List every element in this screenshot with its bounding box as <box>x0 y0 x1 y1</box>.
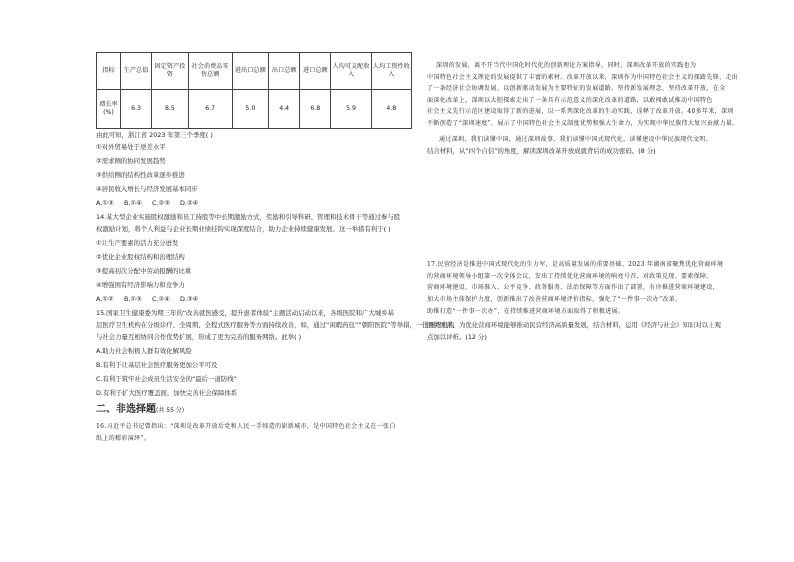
material-line: 中国特色社会主义理论的发展提供了丰富的素材。改革开放以来，深圳作为中国特色社会主义的探路先锋，走出 <box>427 73 739 81</box>
table-header-cell: 人均工资性收入 <box>371 53 411 90</box>
material-line: 通过深圳，我们读懂中国，通过深圳故事，我们读懂中国式现代化，读懂建设中华民族现代文明。 <box>439 135 713 143</box>
material-line: 不断创造了“深圳速度”，展示了中国特色社会主义制度优势和强大生命力，为实现中华民族伟大复兴贡献力量。 <box>427 119 739 127</box>
table-header-cell: 出口总额 <box>269 53 300 90</box>
table-header-cell: 进口总额 <box>300 53 331 90</box>
section-title: 二、非选择题 <box>96 404 156 415</box>
material-line: 了一条经济社会协调发展、以创新驱动发展为主要特征的发展道路。坚持新发展理念，坚持改革开放，在全 <box>427 85 726 93</box>
material-line: 社会主义先行示范区建设取得了新的进展，以一系列深化改革的生动实践，诠释了改革开放。40多年来，深圳 <box>427 108 734 116</box>
q14-item: ②优化企业股权结构和治理结构 <box>96 253 185 261</box>
q17-question-line: 点加以评析。(12 分) <box>427 333 487 342</box>
q17-material-line: 助推打造“一件事一次办”，在持续推进营商环境方面取得了积极进展。 <box>427 307 625 315</box>
q13-item: ④居民收入增长与经济发展基本同步 <box>96 185 198 193</box>
q14-stem-line: 权激励计划，将个人利益与企业长期业绩挂钩实现深度结合，助力企业持续健康发展。这一举措有利于( ) <box>96 225 391 233</box>
table-cell: 6.7 <box>188 90 232 129</box>
q14-stem-line: 14.某大型企业实施股权激励和员工持股等中长期激励方式，奖励和引导科研、管理和技术骨干等通过参与股 <box>96 213 401 221</box>
q17-material-line: 加大市场主体保护力度，创新推出了改善营商环境评价指标，强化了“一件事一次办”改革， <box>427 295 682 303</box>
q13-item: ②需求侧的协同发展趋势 <box>96 157 166 165</box>
q13-choices <box>96 199 412 207</box>
q15-choice: D.有利于扩大医疗覆盖面，加快完善社会保障体系 <box>96 389 238 397</box>
choice-d: D.②④ <box>180 199 199 207</box>
section-note: (共 55 分) <box>156 407 185 414</box>
table-cell: 6.8 <box>300 90 331 129</box>
table-cell: 6.3 <box>120 90 151 129</box>
table-header-row <box>97 53 412 90</box>
q14-choices <box>96 295 412 303</box>
table-header-cell: 进出口总额 <box>232 53 269 90</box>
q13-item: ①对外贸易处于逆差水平 <box>96 143 166 151</box>
choice-a: A.①② <box>96 295 114 303</box>
q15-stem-line: 15.国家卫生健康委为期三年的“改善就医感受，提升患者体验”主题活动启动以来，各级医院和广大城乡基 <box>96 309 394 317</box>
material-line: 深圳的发展，离不开当代中国化时代化的创新理论方案指导。同时，深圳改革开放的实践也为 <box>436 62 697 69</box>
right-column <box>427 52 757 341</box>
choice-d: D.③④ <box>180 295 199 303</box>
table-cell: 5.0 <box>232 90 269 129</box>
q15-stem-line: 层医疗卫生机构在分级诊疗、全周期、全程式医疗服务等方面持续改善，如，通过“闲暇药包”“朝阳医院”等举措，一批医疗机构 <box>96 321 455 329</box>
material-line: 面深化改革上，深圳以大胆探索走出了一条具有示范意义的深化改革的道路，以敢闯敢试推动中国特色 <box>427 96 713 104</box>
q16-question: 结合材料，从“四个自信”的角度，解读深圳改革开放成就背后的成功密码。(8 分) <box>427 147 656 156</box>
q15-choice: C.有利于筑牢社会成员生活安全的“最后一道防线” <box>96 375 237 383</box>
q14-item: ④增强国有经济影响力和竞争力 <box>96 281 185 289</box>
table-row-label: 增长率(%) <box>97 90 121 129</box>
q14-item: ①让生产要素的活力充分迸发 <box>96 239 179 247</box>
choice-c: C.②④ <box>152 295 170 303</box>
q13-stem: 由此可知，浙江省 2023 年第三个季度( ) <box>96 131 213 139</box>
table-header-cell: 生产总值 <box>120 53 151 90</box>
q13-item: ③供给侧的结构性改革逐步推进 <box>96 171 185 179</box>
choice-a: A.①③ <box>96 199 114 207</box>
q15-choice: A.助力社会积极人群有效化解风险 <box>96 347 192 355</box>
q15-choice: B.有利于让基层社会医疗服务更加公平可及 <box>96 361 218 369</box>
table-cell: 4.8 <box>371 90 411 129</box>
choice-c: C.②③ <box>152 199 170 207</box>
table-header-cell: 指标 <box>97 53 121 90</box>
q17-material-line: 的营商环境领导小组第一次全体会议，发出了持续优化营商环境的响亮号召，对政策兑现、要素保障、 <box>427 272 713 280</box>
choice-b: B.①④ <box>124 199 142 207</box>
table-header-cell: 人均可支配收入 <box>331 53 371 90</box>
choice-b: B.①③ <box>124 295 142 303</box>
table-header-cell: 固定资产投资 <box>152 53 189 90</box>
table-cell: 8.5 <box>152 90 189 129</box>
q17-question-line: 围绕民营、为优化营商环境能够推动民营经济高质量发展，结合材料，运用《经济与社会》知识对以上观 <box>427 321 721 330</box>
left-column <box>96 52 455 444</box>
table-cell: 5.9 <box>331 90 371 129</box>
q17-material-line: 营商环境建设、市场准入、公平竞争、政务服务、法治保障等方面作出了部署，有序推进营商环境建设， <box>427 284 720 292</box>
table-header-cell: 社会消费品零售总额 <box>188 53 232 90</box>
table-cell: 4.4 <box>269 90 300 129</box>
section-heading <box>96 403 412 417</box>
table-row <box>97 90 412 129</box>
q15-stem-line: 与社会力量互相协同合作优势扩展，形成了更为完善的服务网络。此举( ) <box>96 333 302 341</box>
q16-text-line: 纸上的精彩演绎”。 <box>96 434 151 442</box>
stats-table <box>96 52 412 129</box>
q16-text-line: 16.习近平总书记曾指出：“深圳是改革开放后党和人民一手缔造的崭新城市，是中国特色社会主义在一张白 <box>96 423 396 430</box>
q14-item: ③提高初次分配中劳动报酬的比重 <box>96 267 192 275</box>
q17-material-line: 17.民营经济是推进中国式现代化的生力军，是高质量发展的重要基础。2023 年湖南省聚焦优化营商环境 <box>427 261 724 269</box>
